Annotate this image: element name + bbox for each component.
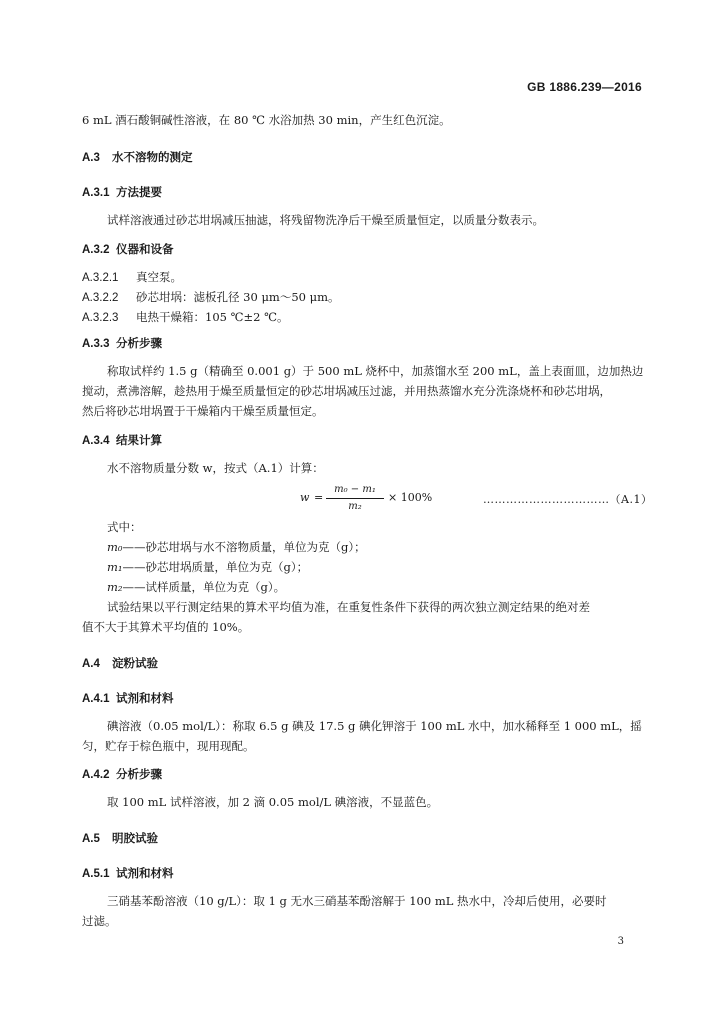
- section-number: A.4.1: [82, 693, 110, 705]
- variable-definition: [107, 537, 644, 557]
- paragraph: 取 100 mL 试样溶液，加 2 滴 0.05 mol/L 碘溶液，不显蓝色。: [107, 795, 439, 809]
- section-title: 仪器和设备: [116, 244, 174, 256]
- variable-definition: [107, 577, 644, 597]
- section-number: A.4: [82, 658, 100, 670]
- section-number: A.3.3: [82, 338, 110, 350]
- section-a31-heading: [82, 183, 644, 203]
- standard-code: GB 1886.239—2016: [527, 80, 642, 94]
- section-a51-heading: [82, 864, 644, 884]
- paragraph-line: 称取试样约 1.5 g（精确至 0.001 g）于 500 mL 烧杯中，加蒸馏水至 200 mL，盖上表面皿，边加热边: [107, 364, 644, 378]
- paragraph-line: 值不大于其算术平均值的 10%。: [82, 620, 250, 634]
- section-a5-heading: [82, 829, 644, 849]
- equation-number: ……………………………（A.1）: [483, 493, 653, 506]
- variable-definition: [107, 557, 644, 577]
- list-item: [82, 307, 644, 328]
- section-a3-heading: [82, 148, 644, 168]
- section-number: A.5.1: [82, 868, 110, 880]
- variable-text: ——砂芯坩埚与水不溶物质量，单位为克（g）；: [122, 540, 366, 554]
- item-text: 砂芯坩埚：滤板孔径 30 μm～50 μm。: [136, 290, 340, 304]
- item-text: 真空泵。: [136, 270, 182, 284]
- section-title: 水不溶物的测定: [112, 152, 193, 164]
- paragraph-line: 三硝基苯酚溶液（10 g/L）：取 1 g 无水三硝基苯酚溶解于 100 mL 热水中，冷却后使用，必要时: [107, 894, 607, 908]
- paragraph-line: 搅动，煮沸溶解，趁热用于燥至质量恒定的砂芯坩埚减压过滤，并用热蒸馏水充分洗涤烧杯和砂芯坩埚，: [82, 384, 611, 398]
- item-text: 电热干燥箱：105 ℃±2 ℃。: [136, 310, 289, 324]
- section-number: A.5: [82, 833, 100, 845]
- section-a34-heading: [82, 431, 644, 451]
- section-title: 分析步骤: [116, 769, 162, 781]
- section-title: 结果计算: [116, 435, 162, 447]
- section-number: A.3.2: [82, 244, 110, 256]
- formula-multiplier: × 100%: [388, 491, 433, 504]
- paragraph-line: 匀，贮存于棕色瓶中，现用现配。: [82, 739, 255, 753]
- formula-lhs: w: [300, 491, 310, 504]
- variable-symbol: m₂: [107, 580, 123, 594]
- list-item: [82, 267, 644, 288]
- list-item: [82, 287, 644, 308]
- item-number: A.3.2.3: [82, 312, 119, 324]
- section-a33-heading: [82, 334, 644, 354]
- variable-text: ——砂芯坩埚质量，单位为克（g）；: [122, 560, 309, 574]
- section-number: A.3.4: [82, 435, 110, 447]
- section-a42-heading: [82, 765, 644, 785]
- section-title: 试剂和材料: [116, 868, 174, 880]
- section-number: A.3.1: [82, 187, 110, 199]
- formula-numerator: m₀ − m₁: [334, 484, 376, 495]
- variable-text: ——试样质量，单位为克（g）。: [122, 580, 286, 594]
- paragraph: 水不溶物质量分数 w，按式（A.1）计算：: [107, 461, 324, 475]
- variable-symbol: m₁: [107, 560, 123, 574]
- paragraph-line: 然后将砂芯坩埚置于干燥箱内干燥至质量恒定。: [82, 404, 324, 418]
- section-title: 分析步骤: [116, 338, 162, 350]
- formula-equals: =: [314, 491, 324, 504]
- paragraph-line: 试验结果以平行测定结果的算术平均值为准，在重复性条件下获得的两次独立测定结果的绝对差: [107, 600, 590, 614]
- continuation-text: 6 mL 酒石酸铜碱性溶液，在 80 ℃ 水浴加热 30 min，产生红色沉淀。: [82, 113, 451, 127]
- formula-denominator: m₂: [348, 501, 362, 512]
- formula-fraction: [326, 483, 384, 514]
- paragraph-line: 碘溶液（0.05 mol/L）：称取 6.5 g 碘及 17.5 g 碘化钾溶于 100 mL 水中，加水稀释至 1 000 mL，摇: [107, 719, 642, 733]
- item-number: A.3.2.1: [82, 272, 119, 284]
- where-label: 式中：: [107, 520, 142, 534]
- section-title: 明胶试验: [112, 833, 158, 845]
- paragraph-line: 过滤。: [82, 914, 117, 928]
- section-title: 方法提要: [116, 187, 162, 199]
- section-a41-heading: [82, 689, 644, 709]
- section-a4-heading: [82, 654, 644, 674]
- paragraph: 试样溶液通过砂芯坩埚减压抽滤，将残留物洗净后干燥至质量恒定，以质量分数表示。: [107, 213, 544, 227]
- section-a32-heading: [82, 240, 644, 260]
- page-number: 3: [617, 936, 624, 947]
- item-number: A.3.2.2: [82, 292, 119, 304]
- section-title: 淀粉试验: [112, 658, 158, 670]
- fraction-bar: [326, 498, 384, 499]
- section-number: A.3: [82, 152, 100, 164]
- variable-symbol: m₀: [107, 540, 123, 554]
- section-title: 试剂和材料: [116, 693, 174, 705]
- section-number: A.4.2: [82, 769, 110, 781]
